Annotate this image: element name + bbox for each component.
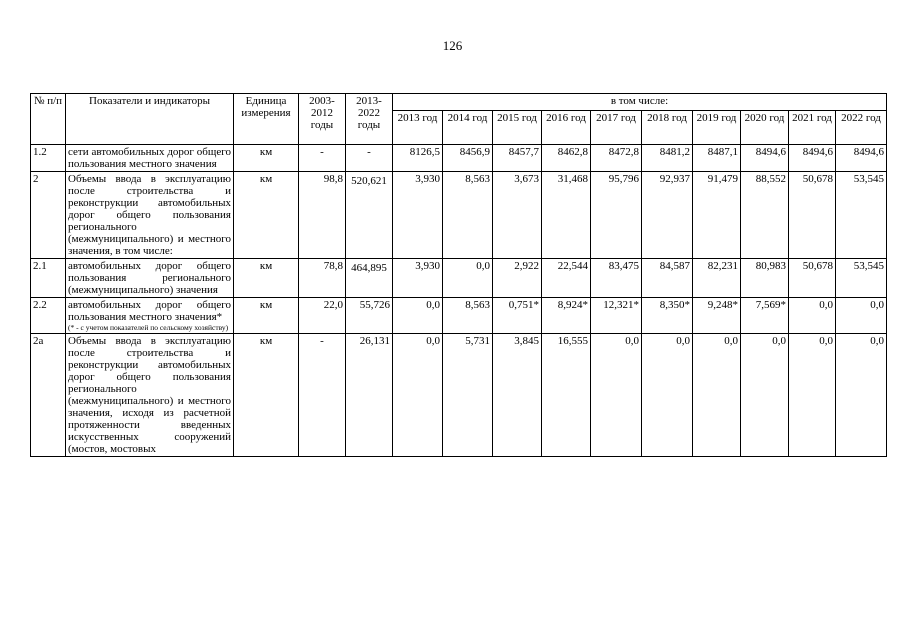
- row-name: Объемы ввода в эксплуатацию после строительства и реконструкции автомобильных дорог общего пользования регионального (межмуниципального) и местного значения, исходя из расчетной протяженности введенных искусственных сооружений (мостов, мостовых: [66, 334, 234, 457]
- row-value: 95,796: [591, 172, 642, 259]
- row-unit: км: [234, 259, 299, 298]
- row-period1: 22,0: [299, 298, 346, 334]
- indicators-table: [30, 93, 887, 457]
- row-value: 7,569*: [741, 298, 789, 334]
- header-year: 2015 год: [493, 111, 542, 145]
- row-period1: -: [299, 145, 346, 172]
- row-value: 22,544: [542, 259, 591, 298]
- row-value: 92,937: [642, 172, 693, 259]
- row-value: 88,552: [741, 172, 789, 259]
- row-value: 0,0: [642, 334, 693, 457]
- row-value: 0,0: [789, 298, 836, 334]
- row-value: 83,475: [591, 259, 642, 298]
- row-num: 2.1: [31, 259, 66, 298]
- table-row: [31, 172, 887, 259]
- row-period1: 98,8: [299, 172, 346, 259]
- table-row: [31, 145, 887, 172]
- row-num: 2.2: [31, 298, 66, 334]
- row-name: автомобильных дорог общего пользования регионального (межмуниципального) значения: [66, 259, 234, 298]
- row-num: 2: [31, 172, 66, 259]
- row-value: 82,231: [693, 259, 741, 298]
- header-year: 2013 год: [393, 111, 443, 145]
- header-year: 2014 год: [443, 111, 493, 145]
- row-num: 1.2: [31, 145, 66, 172]
- row-name: сети автомобильных дорог общего пользования местного значения: [66, 145, 234, 172]
- row-num: 2а: [31, 334, 66, 457]
- row-value: 0,0: [741, 334, 789, 457]
- row-value: 8,563: [443, 172, 493, 259]
- row-value: 3,845: [493, 334, 542, 457]
- row-unit: км: [234, 172, 299, 259]
- row-value: 0,0: [789, 334, 836, 457]
- row-period2: 55,726: [346, 298, 393, 334]
- row-value: 8494,6: [741, 145, 789, 172]
- row-value: 8457,7: [493, 145, 542, 172]
- row-period2: 464,895: [346, 259, 393, 298]
- row-name-cell: [66, 298, 234, 334]
- header-period-2013-2022: 2013-2022 годы: [346, 94, 393, 145]
- row-value: 0,0: [393, 334, 443, 457]
- row-value: 53,545: [836, 172, 887, 259]
- row-value: 8494,6: [836, 145, 887, 172]
- row-value: 8,563: [443, 298, 493, 334]
- row-value: 0,0: [591, 334, 642, 457]
- header-period-2003-2012: 2003-2012 годы: [299, 94, 346, 145]
- header-indicators: Показатели и индикаторы: [66, 94, 234, 145]
- row-period1: 78,8: [299, 259, 346, 298]
- row-value: 0,0: [393, 298, 443, 334]
- row-note: (* - с учетом показателей по сельскому хозяйству): [68, 323, 229, 332]
- table-row: [31, 298, 887, 334]
- row-value: 8494,6: [789, 145, 836, 172]
- row-value: 0,0: [836, 334, 887, 457]
- row-value: 2,922: [493, 259, 542, 298]
- row-period2: -: [346, 145, 393, 172]
- row-period2: 26,131: [346, 334, 393, 457]
- row-value: 50,678: [789, 259, 836, 298]
- row-value: 16,555: [542, 334, 591, 457]
- row-value: 5,731: [443, 334, 493, 457]
- header-year: 2016 год: [542, 111, 591, 145]
- row-value: 3,673: [493, 172, 542, 259]
- row-value: 8126,5: [393, 145, 443, 172]
- header-year: 2020 год: [741, 111, 789, 145]
- row-value: 3,930: [393, 259, 443, 298]
- table-row: [31, 259, 887, 298]
- row-value: 50,678: [789, 172, 836, 259]
- row-name: автомобильных дорог общего пользования местного значения*: [68, 299, 231, 323]
- row-value: 8481,2: [642, 145, 693, 172]
- row-value: 8456,9: [443, 145, 493, 172]
- row-value: 0,0: [836, 298, 887, 334]
- header-year: 2017 год: [591, 111, 642, 145]
- row-period1: -: [299, 334, 346, 457]
- header-year: 2022 год: [836, 111, 887, 145]
- row-value: 53,545: [836, 259, 887, 298]
- table-row: [31, 334, 887, 457]
- row-period2: 520,621: [346, 172, 393, 259]
- row-value: 8,350*: [642, 298, 693, 334]
- row-value: 91,479: [693, 172, 741, 259]
- row-unit: км: [234, 334, 299, 457]
- page-number: 126: [442, 38, 463, 53]
- header-row-top: [31, 94, 887, 111]
- row-value: 9,248*: [693, 298, 741, 334]
- row-unit: км: [234, 298, 299, 334]
- header-num: № п/п: [31, 94, 66, 145]
- row-value: 8,924*: [542, 298, 591, 334]
- header-unit: Единица измерения: [234, 94, 299, 145]
- row-value: 31,468: [542, 172, 591, 259]
- row-name: Объемы ввода в эксплуатацию после строительства и реконструкции автомобильных дорог общего пользования регионального (межмуниципального) и местного значения, в том числе:: [66, 172, 234, 259]
- header-year: 2021 год: [789, 111, 836, 145]
- row-value: 84,587: [642, 259, 693, 298]
- header-including: в том числе:: [393, 94, 887, 111]
- row-value: 3,930: [393, 172, 443, 259]
- row-value: 8472,8: [591, 145, 642, 172]
- row-value: 0,0: [443, 259, 493, 298]
- row-value: 8462,8: [542, 145, 591, 172]
- row-value: 12,321*: [591, 298, 642, 334]
- header-year: 2018 год: [642, 111, 693, 145]
- row-unit: км: [234, 145, 299, 172]
- row-value: 8487,1: [693, 145, 741, 172]
- row-value: 0,751*: [493, 298, 542, 334]
- header-year: 2019 год: [693, 111, 741, 145]
- row-value: 80,983: [741, 259, 789, 298]
- row-value: 0,0: [693, 334, 741, 457]
